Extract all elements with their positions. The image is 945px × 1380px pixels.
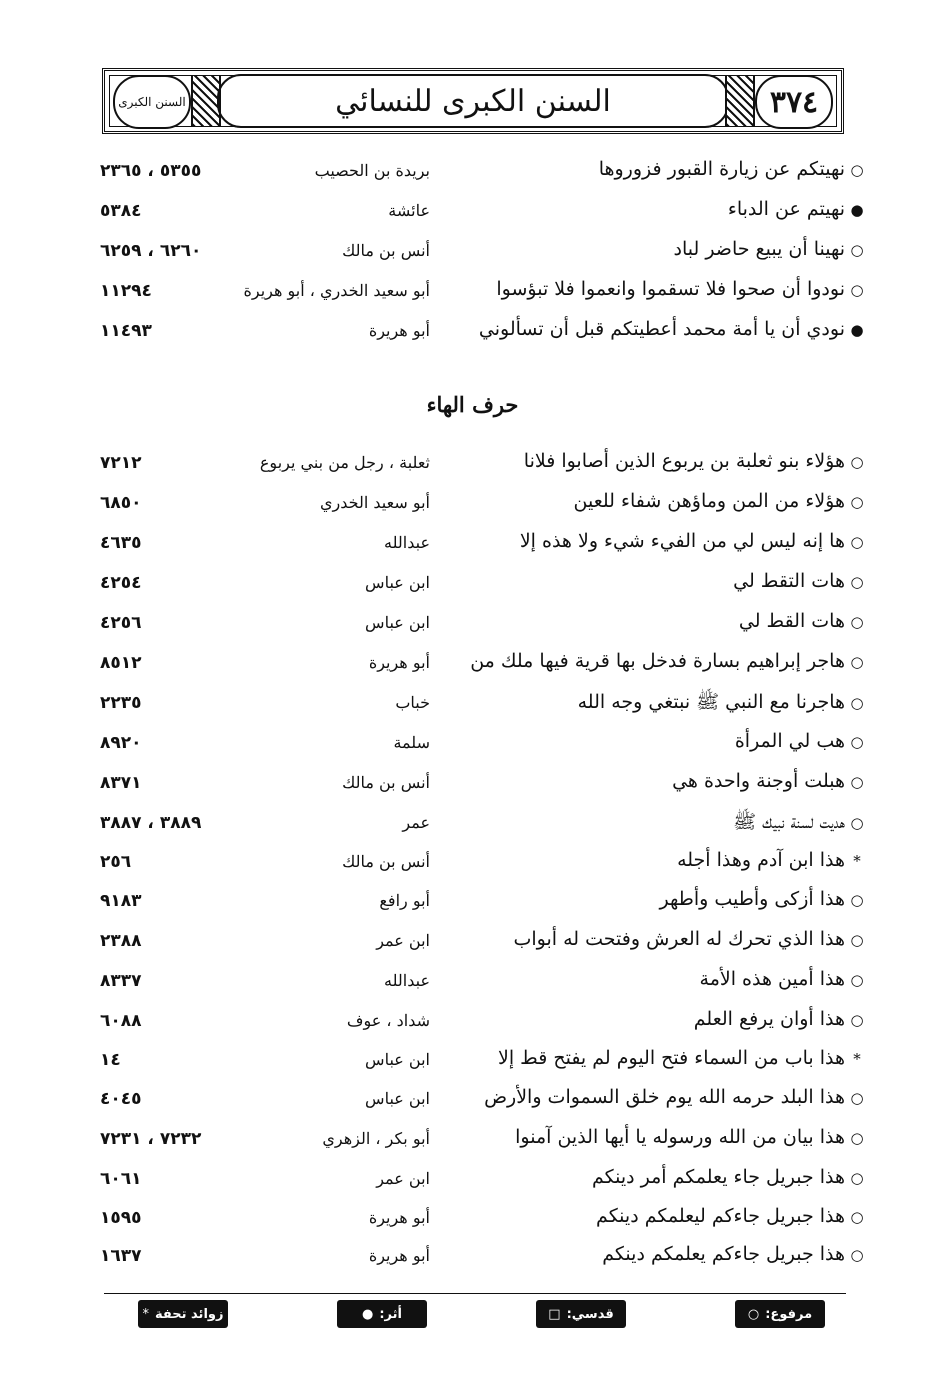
- hadith-text: هبلت أوجنة واحدة هي: [672, 770, 845, 792]
- hadith-text: هاجر إبراهيم بسارة فدخل بها قرية فيها ملك من: [470, 650, 845, 672]
- type-marker: ○: [850, 1246, 864, 1264]
- hadith-text: نودوا أن صحوا فلا تسقموا وانعموا فلا تبؤسوا: [496, 278, 845, 300]
- narrator: ابن عمر: [376, 1169, 430, 1188]
- index-row: [100, 1126, 865, 1160]
- type-marker: ○: [850, 694, 864, 712]
- index-row: [100, 1008, 865, 1042]
- index-row: [100, 238, 865, 272]
- type-marker: *: [853, 1050, 861, 1068]
- hadith-text-cell: [425, 450, 865, 472]
- legend-qudsi-label: قدسي:: [566, 1306, 614, 1322]
- hadith-text: نهيتم عن الدباء: [727, 198, 845, 220]
- hadith-numbers: ٦٠٨٨: [100, 1011, 142, 1031]
- hadith-text: هذا جبريل جاء يعلمكم أمر دينكم: [591, 1166, 845, 1188]
- hadith-numbers: ٦٨٥٠: [100, 493, 142, 513]
- narrator: ابن عباس: [365, 1050, 430, 1069]
- hadith-text-cell: [425, 238, 865, 260]
- narrator: خباب: [395, 693, 430, 712]
- type-marker: ○: [850, 613, 864, 631]
- type-marker: ○: [850, 931, 864, 949]
- legend-marfu-label: مرفوع:: [765, 1306, 813, 1322]
- narrator: أنس بن مالك: [342, 852, 430, 871]
- type-marker: ○: [850, 1169, 864, 1187]
- type-marker: ○: [850, 573, 864, 591]
- book-title: السنن الكبرى للنسائي: [335, 83, 611, 119]
- index-row: [100, 968, 865, 1002]
- hadith-text-cell: [425, 1008, 865, 1030]
- hadith-text-cell: [425, 1126, 865, 1148]
- hadith-text-cell: [425, 968, 865, 990]
- book-emblem: [113, 75, 191, 129]
- narrator: أبو سعيد الخدري: [320, 493, 430, 512]
- narrator: شداد ، عوف: [346, 1011, 430, 1030]
- hadith-numbers: ٩١٨٣: [100, 891, 142, 911]
- narrator: عبدالله: [384, 533, 430, 552]
- type-marker: ○: [850, 814, 864, 832]
- hadith-text: هذا أوان يرفع العلم: [693, 1008, 845, 1030]
- hadith-text-cell: [425, 198, 865, 220]
- hadith-numbers: ٨٣٧١: [100, 773, 142, 793]
- hadith-text-cell: [425, 730, 865, 752]
- hadith-text-cell: [425, 278, 865, 300]
- narrator: أبو هريرة: [368, 1208, 430, 1227]
- hadith-text: هاجرنا مع النبي ﷺ نبتغي وجه الله: [577, 691, 845, 713]
- hadith-text: نودي أن يا أمة محمد أعطيتكم قبل أن تسألوني: [478, 318, 845, 340]
- hadith-text: هذا جبريل جاءكم ليعلمكم دينكم: [596, 1205, 845, 1227]
- hadith-numbers: ١١٤٩٣: [100, 321, 152, 341]
- hadith-text-cell: [425, 318, 865, 340]
- legend-athar-label: أثر:: [379, 1306, 402, 1322]
- hadith-text: هذا أمين هذه الأمة: [699, 968, 845, 990]
- hadith-text-cell: [425, 770, 865, 792]
- narrator: أبو هريرة: [368, 1246, 430, 1265]
- hadith-text-cell: [425, 610, 865, 632]
- index-row: [100, 1047, 865, 1081]
- narrator: أبو هريرة: [368, 653, 430, 672]
- narrator: أنس بن مالك: [342, 241, 430, 260]
- hadith-numbers: ١١٢٩٤: [100, 281, 152, 301]
- narrator: عائشة: [388, 201, 430, 220]
- type-marker: ○: [850, 1089, 864, 1107]
- type-marker: ○: [850, 733, 864, 751]
- legend-zawaid-label: زوائد تحفة: [155, 1306, 224, 1322]
- index-row: [100, 158, 865, 192]
- type-marker: ○: [850, 1129, 864, 1147]
- type-marker: ○: [850, 533, 864, 551]
- hadith-numbers: ٧٢٣٢ ، ٧٢٣١: [100, 1129, 202, 1149]
- page-number: ٣٧٤: [769, 84, 819, 120]
- index-row: [100, 928, 865, 962]
- index-row: [100, 690, 865, 724]
- type-marker: ○: [850, 281, 864, 299]
- hadith-text-cell: [425, 650, 865, 672]
- hadith-numbers: ٤٦٣٥: [100, 533, 142, 553]
- narrator: أبو بكر ، الزهري: [322, 1129, 430, 1148]
- hadith-text: هذا باب من السماء فتح اليوم لم يفتح قط إلا: [498, 1047, 845, 1069]
- hadith-numbers: ٦٢٦٠ ، ٦٢٥٩: [100, 241, 202, 261]
- type-marker: ○: [850, 493, 864, 511]
- legend-qudsi-symbol: □: [548, 1306, 561, 1322]
- hadith-text-cell: [425, 530, 865, 552]
- index-row: [100, 450, 865, 484]
- narrator: عمر: [402, 813, 430, 832]
- hadith-numbers: ٢٢٣٥: [100, 693, 142, 713]
- hadith-numbers: ٤٢٥٦: [100, 613, 142, 633]
- legend-zawaid-symbol: *: [142, 1306, 150, 1322]
- hadith-numbers: ١٦٣٧: [100, 1246, 142, 1266]
- legend-zawaid: [138, 1300, 228, 1328]
- index-row: [100, 1243, 865, 1277]
- type-marker: ●: [850, 201, 864, 219]
- index-row: [100, 770, 865, 804]
- hadith-numbers: ٨٩٢٠: [100, 733, 142, 753]
- hadith-text: هؤلاء من المن وماؤهن شفاء للعين: [573, 490, 845, 512]
- hadith-text: هذا بيان من الله ورسوله يا أيها الذين آمنوا: [515, 1126, 845, 1148]
- hadith-numbers: ١٤: [100, 1050, 121, 1070]
- hadith-numbers: ١٥٩٥: [100, 1208, 142, 1228]
- narrator: بريدة بن الحصيب: [314, 161, 430, 180]
- hadith-numbers: ٨٣٣٧: [100, 971, 142, 991]
- hadith-numbers: ٥٣٥٥ ، ٢٣٦٥: [100, 161, 202, 181]
- legend-qudsi: [536, 1300, 626, 1328]
- book-emblem-text: السنن الكبرى: [118, 95, 186, 109]
- footer-rule: [104, 1293, 846, 1294]
- index-row: [100, 1205, 865, 1239]
- hadith-numbers: ٢٥٦: [100, 852, 132, 872]
- legend-athar: [337, 1300, 427, 1328]
- hadith-numbers: ٢٣٨٨: [100, 931, 142, 951]
- hadith-numbers: ٤٢٥٤: [100, 573, 142, 593]
- title-cartouche: [217, 74, 729, 128]
- hadith-numbers: ٦٠٦١: [100, 1169, 142, 1189]
- hadith-text-cell: [425, 849, 865, 871]
- narrator: ابن عباس: [365, 573, 430, 592]
- index-row: [100, 278, 865, 312]
- index-row: [100, 570, 865, 604]
- hadith-text-cell: [425, 928, 865, 950]
- narrator: أنس بن مالك: [342, 773, 430, 792]
- hadith-text-cell: [425, 690, 865, 718]
- hadith-text-cell: [425, 1243, 865, 1265]
- hadith-text-cell: [425, 490, 865, 512]
- section-heading: حرف الهاء: [426, 392, 519, 417]
- narrator: سلمة: [393, 733, 430, 752]
- index-row: [100, 888, 865, 922]
- legend-marfu: [735, 1300, 825, 1328]
- hadith-numbers: ٨٥١٢: [100, 653, 142, 673]
- hadith-text-cell: [425, 810, 865, 838]
- hadith-text: نهيتكم عن زيارة القبور فزوروها: [598, 158, 845, 180]
- type-marker: ○: [850, 971, 864, 989]
- hadith-text-cell: [425, 1205, 865, 1227]
- narrator: أبو رافع: [379, 891, 430, 910]
- hadith-text: هات التقط لي: [733, 570, 845, 592]
- narrator: ابن عباس: [365, 613, 430, 632]
- hadith-text: هؤلاء بنو ثعلبة بن يربوع الذين أصابوا فلانا: [523, 450, 845, 472]
- type-marker: ○: [850, 1208, 864, 1226]
- hadith-text-cell: [425, 1166, 865, 1188]
- hadith-text-cell: [425, 570, 865, 592]
- hadith-numbers: ٤٠٤٥: [100, 1089, 142, 1109]
- ornament-right: [725, 76, 755, 126]
- hadith-numbers: ٣٨٨٩ ، ٣٨٨٧: [100, 813, 202, 833]
- index-row: [100, 849, 865, 883]
- type-marker: ○: [850, 891, 864, 909]
- type-marker: ○: [850, 653, 864, 671]
- hadith-text-cell: [425, 1047, 865, 1069]
- type-marker: ●: [850, 321, 864, 339]
- hadith-text: هذا جبريل جاءكم يعلمكم دينكم: [602, 1243, 845, 1265]
- type-marker: ○: [850, 453, 864, 471]
- narrator: عبدالله: [384, 971, 430, 990]
- index-row: [100, 1166, 865, 1200]
- hadith-text: هذا الذي تحرك له العرش وفتحت له أبواب: [513, 928, 845, 950]
- type-marker: *: [853, 852, 861, 870]
- index-row: [100, 650, 865, 684]
- hadith-numbers: ٥٣٨٤: [100, 201, 142, 221]
- hadith-text: هذا أزكى وأطيب وأطهر: [659, 888, 845, 910]
- hadith-text-cell: [425, 1086, 865, 1108]
- narrator: أبو سعيد الخدري ، أبو هريرة: [243, 281, 430, 300]
- page-header: [102, 68, 844, 134]
- hadith-text: هب لي المرأة: [734, 730, 845, 752]
- hadith-text: هديت لسنة نبيك ﷺ: [733, 811, 845, 833]
- narrator: ابن عباس: [365, 1089, 430, 1108]
- index-row: [100, 1086, 865, 1120]
- type-marker: ○: [850, 1011, 864, 1029]
- hadith-text: هات القط لي: [738, 610, 845, 632]
- type-marker: ○: [850, 241, 864, 259]
- hadith-numbers: ٧٢١٢: [100, 453, 142, 473]
- type-marker: ○: [850, 161, 864, 179]
- index-row: [100, 810, 865, 844]
- page-number-box: [755, 75, 833, 129]
- narrator: أبو هريرة: [368, 321, 430, 340]
- hadith-text: هذا البلد حرمه الله يوم خلق السموات والأرض: [484, 1086, 845, 1108]
- type-marker: ○: [850, 773, 864, 791]
- legend-marfu-symbol: ○: [747, 1306, 760, 1322]
- hadith-text: ها إنه ليس لي من الفيء شيء ولا هذه إلا: [519, 530, 845, 552]
- index-row: [100, 490, 865, 524]
- index-row: [100, 730, 865, 764]
- legend-athar-symbol: ●: [362, 1306, 374, 1322]
- narrator: ابن عمر: [376, 931, 430, 950]
- narrator: ثعلبة ، رجل من بني يربوع: [259, 453, 430, 472]
- hadith-text-cell: [425, 888, 865, 910]
- index-row: [100, 530, 865, 564]
- index-row: [100, 318, 865, 352]
- index-row: [100, 198, 865, 232]
- hadith-text-cell: [425, 158, 865, 180]
- hadith-text: هذا ابن آدم وهذا أجله: [677, 849, 845, 871]
- index-row: [100, 610, 865, 644]
- hadith-text: نهينا أن يبيع حاضر لباد: [673, 238, 845, 260]
